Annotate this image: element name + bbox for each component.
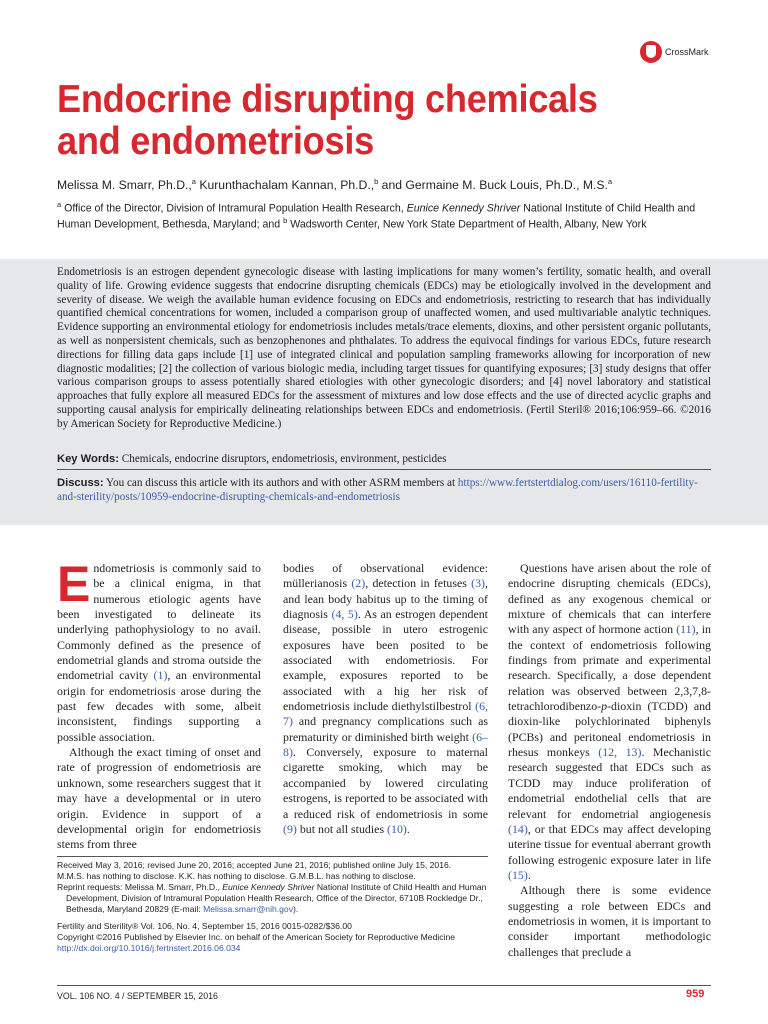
discuss-link[interactable]: https://www.fertstertdialog.com/users/16110-fertility-and-sterility/posts/10959-endocrine-disrupting-chemicals-and-endometriosis — [57, 477, 698, 503]
reprint-text: Reprint requests: Melissa M. Smarr, Ph.D., — [57, 882, 223, 892]
title-line-2: and endometriosis — [57, 120, 374, 163]
author-list — [57, 177, 737, 192]
page-number: 959 — [686, 988, 705, 1000]
author-2-affil: b — [374, 177, 379, 186]
citation-link[interactable]: (6–8) — [283, 729, 488, 760]
keywords — [57, 453, 711, 465]
body-column-2 — [283, 561, 488, 837]
volume-info: VOL. 106 NO. 4 / SEPTEMBER 15, 2016 — [57, 991, 218, 1001]
disclosures: M.M.S. has nothing to disclose. K.K. has nothing to disclose. G.M.B.L. has nothing to disclose. — [57, 871, 416, 881]
author-3: and Germaine M. Buck Louis, Ph.D., M.S. — [378, 178, 608, 193]
citation-link[interactable]: (1) — [153, 668, 168, 683]
author-1: Melissa M. Smarr, Ph.D., — [57, 178, 192, 193]
col1-text: , an environmental origin for endometriosis arose during the past few decades with some, albeit inconsistent, findings supporting a possible association. — [57, 668, 261, 744]
abstract — [57, 266, 711, 432]
crossmark-icon — [640, 41, 662, 63]
reprint-text: National Institute of Child Health and Human Development, Division of Intramural Population Health Research, Office of the Director, 6710B Rockledge Dr., Bethesda, Maryland 20829 (E-mail: — [66, 882, 487, 914]
keywords-text: Chemicals, endocrine disruptors, endometriosis, environment, pesticides — [121, 453, 447, 465]
col2-text: , and lean body habitus up to the timing of diagnosis — [283, 576, 488, 622]
doi-link[interactable]: http://dx.doi.org/10.1016/j.fertnstert.2016.06.034 — [57, 943, 241, 953]
citation-link[interactable]: (3) — [471, 576, 486, 591]
body-column-3 — [508, 561, 711, 960]
col2-text: . Conversely, exposure to maternal cigarette smoking, which may be accompanied by lowered circulating estrogens, is reported to be associated with a reduced risk of endometriosis in some — [283, 745, 488, 821]
affil-text-1: Office of the Director, Division of Intramural Population Health Research, — [61, 202, 407, 215]
col2-text: and pregnancy complications such as prematurity or diminished birth weight — [283, 714, 488, 744]
keywords-divider — [57, 469, 711, 470]
journal-info — [57, 921, 488, 954]
journal-citation: Fertility and Sterility® Vol. 106, No. 4, September 15, 2016 0015-0282/$36.00 — [57, 921, 352, 931]
col3-text: . — [527, 867, 531, 882]
footer-divider — [57, 985, 711, 986]
author-3-affil: a — [607, 177, 613, 186]
citation-link[interactable]: (14) — [508, 821, 528, 836]
citation-link[interactable]: (11) — [676, 622, 696, 637]
citation-link[interactable]: (15) — [508, 867, 528, 882]
crossmark-label: CrossMark — [665, 47, 709, 57]
discuss-section — [57, 476, 711, 504]
affil-text-3: Wadsworth Center, New York State Department of Health, Albany, New York — [287, 218, 647, 231]
citation-link[interactable]: (12, 13) — [598, 745, 642, 760]
citation-link[interactable]: (6, 7) — [283, 699, 488, 729]
citation-link[interactable]: (9) — [283, 821, 297, 836]
col3-italic: p — [601, 699, 608, 714]
keywords-label: Key Words: — [57, 453, 119, 465]
affil-b-mark: b — [283, 216, 288, 226]
author-1-affil: a — [191, 177, 196, 186]
footnote-divider — [57, 856, 488, 857]
affil-text-2: National Institute of Child Health and Human Development, Bethesda, Maryland; and — [57, 202, 696, 231]
col2-text: but not all studies — [296, 821, 388, 836]
author-2: Kurunthachalam Kannan, Ph.D., — [195, 178, 375, 193]
email-link[interactable]: Melissa.smarr@nih.gov — [203, 904, 294, 914]
affiliations — [57, 199, 697, 231]
col2-text: . As an estrogen dependent disease, possible in utero estrogenic exposures have been posited to be associated with endometriosis. For example, exposures reported to be associated with a hig her risk of endometriosis include diethylstilbestrol — [283, 607, 488, 714]
discuss-label: Discuss: — [57, 477, 104, 489]
crossmark-badge[interactable] — [640, 41, 709, 63]
title-line-1: Endocrine disrupting chemicals — [57, 78, 598, 121]
citation-link[interactable]: (4, 5) — [331, 607, 358, 622]
abstract-text: Endometriosis is an estrogen dependent gynecologic disease with lasting implications for many women’s fertility, somatic health, and overall quality of life. Growing evidence suggests that endocrine disrupting chemicals (EDCs) may be etiologically involved in the development and severity of disease. We weigh the available human evidence focusing on EDCs and endometriosis, restricting to research that has individually quantified chemical concentrations for women, included a comparison group of unaffected women, and used multivariable analytic techniques. Evidence supporting an environmental etiology for endometriosis includes metals/trace elements, dioxins, and other persistent organic pollutants, as well as nonpersistent chemicals, such as benzophenones and phthalates. To address the equivocal findings for various EDCs, future research directions for filling data gaps include [1] use of integrated clinical and population sampling frameworks allowing for incorporation of new diagnostic modalities; [2] the collection of various biologic media, including target tissues for quantifying exposures; [3] study designs that offer various comparison groups to assess potentially shared etiologies with other gynecologic disorders; and [4] novel laboratory and statistical approaches that fully explore all measured EDCs for the assessment of mixtures and low dose effects and the use of directed acyclic graphs and supporting causal analysis for empirically delineating relationships between EDCs and endometriosis. (Fertil Steril® 2016;106:959–66. ©2016 by American Society for Reproductive Medicine.) — [57, 266, 711, 430]
col2-text: , detection in fetuses — [365, 576, 472, 591]
reprint-text: ). — [293, 904, 299, 914]
drop-cap: E — [57, 556, 91, 612]
discuss-text: You can discuss this article with its authors and with other ASRM members at — [103, 477, 458, 489]
col3-text: , or that EDCs may affect developing uterine tissue for eventual aberrant growth following estrogenic exposure later in life — [508, 821, 711, 867]
reprint-requests — [57, 882, 488, 915]
col3-paragraph-2: Although there is some evidence suggesting a role between EDCs and endometriosis in women, it is important to consider important methodologic challenges that preclude a — [508, 883, 711, 959]
citation-link[interactable]: (10) — [387, 821, 407, 836]
affil-italic: Eunice Kennedy Shriver — [406, 202, 521, 215]
footnote-block — [57, 860, 488, 915]
col3-text: , in the context of endometriosis following findings from primate and experimental research. Specifically, a dose dependent relation was observed between 2,3,7,8-tetrachlorodibenzo- — [508, 622, 711, 714]
col1-paragraph-2: Although the exact timing of onset and rate of progression of endometriosis are unknown, some researchers suggest that it may have a developmental or in utero origin. Evidence in support of a developmental origin for endometriosis stems from three — [57, 745, 261, 852]
citation-link[interactable]: (2) — [351, 576, 366, 591]
article-title — [57, 79, 659, 163]
affil-a-mark: a — [57, 200, 62, 209]
col3-text: Questions have arisen about the role of endocrine disrupting chemicals (EDCs), defined as any exogenous chemical or mixture of chemicals that can interfere with any aspect of hormone action — [508, 561, 711, 637]
col2-text: . — [406, 821, 410, 836]
received-dates: Received May 3, 2016; revised June 20, 2016; accepted June 21, 2016; published online July 15, 2016. — [57, 860, 452, 870]
col1-text: ndometriosis is commonly said to be a clinical enigma, in that numerous etiologic agents have been investigated to delineate its underlying pathophysiology to no avail. Commonly defined as the presence of endometrial glands and stroma outside the endometrial cavity — [57, 561, 261, 683]
reprint-italic: Eunice Kennedy Shriver — [222, 882, 315, 892]
col3-text: . Mechanistic research suggested that EDCs such as TCDD may induce proliferation of endometrial endothelial cells that are relevant for endometrial angiogenesis — [508, 745, 711, 821]
col2-text: bodies of observational evidence: müllerianosis — [283, 561, 488, 591]
col3-text: -dioxin (TCDD) and dioxin-like polychlorinated biphenyls (PCBs) and peritoneal endometriosis in rhesus monkeys — [508, 699, 711, 760]
body-column-1 — [57, 556, 261, 853]
copyright: Copyright ©2016 Published by Elsevier Inc. on behalf of the American Society for Reproductive Medicine — [57, 932, 456, 942]
